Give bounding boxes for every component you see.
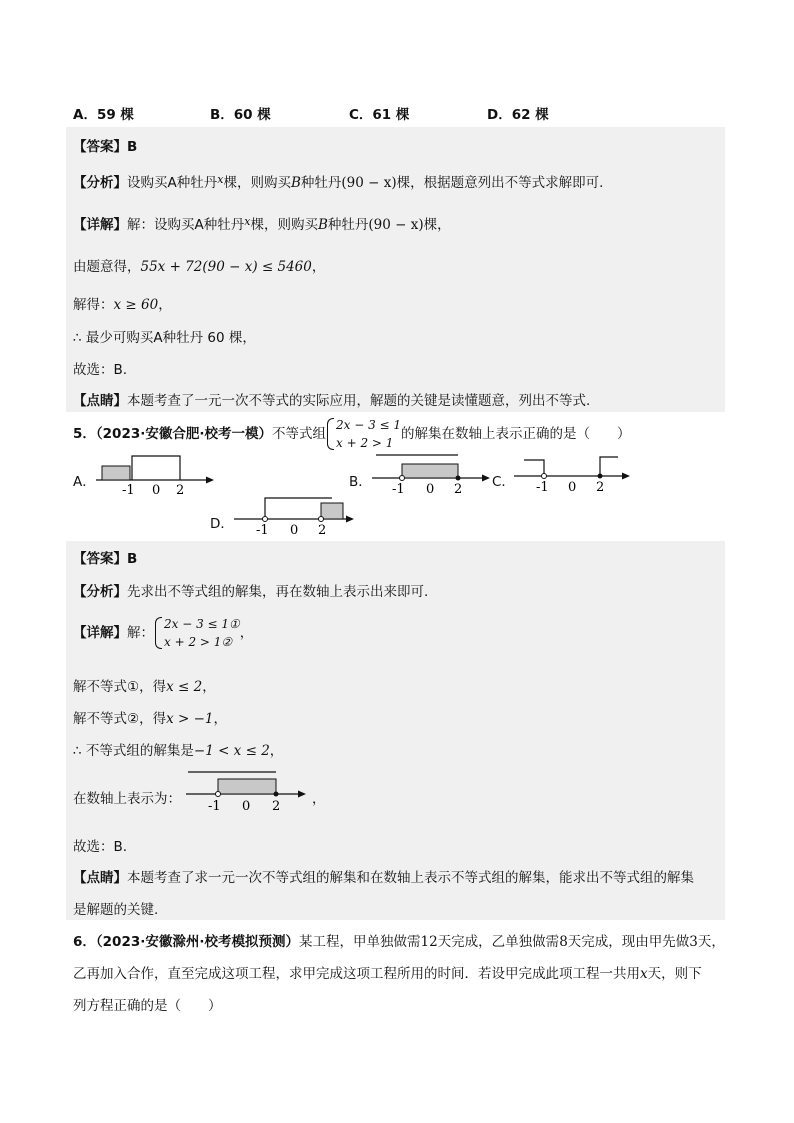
equation: 55x + 72(90 − x) ≤ 5460: [140, 259, 312, 275]
equation: x ≤ 2: [166, 679, 203, 695]
number-line-d: [230, 494, 360, 538]
stem-text: 的解集在数轴上表示正确的是（ ）: [401, 426, 631, 442]
analysis-text: 先求出不等式组的解集，再在数轴上表示出来即可.: [127, 584, 429, 600]
bracket-left: [524, 460, 544, 476]
inequality-system: [326, 416, 401, 452]
question-number: 6．: [73, 934, 96, 950]
expr: (90 − x): [341, 175, 397, 191]
arrow-icon: [298, 791, 306, 798]
q5-analysis: [73, 580, 428, 600]
text: ∴ 不等式组的解集是: [73, 743, 194, 759]
detail-text: 棵，则购买: [250, 217, 318, 233]
tick-label: 0: [568, 480, 577, 495]
q6-line-2: [73, 962, 702, 982]
text: ，: [311, 259, 326, 275]
text: 乙再加入合作，直至完成这项工程，求甲完成这项工程所用的时间．若设甲完成此项工程一共用: [73, 966, 640, 982]
shaded-region: [321, 503, 343, 519]
text: 天，: [697, 934, 725, 950]
shaded-region: [102, 466, 130, 480]
number-line-c: [510, 452, 635, 496]
var-b: B: [290, 175, 301, 191]
text: 天完成，乙单独做需: [437, 934, 560, 950]
q5-solution-set: [73, 739, 283, 759]
q4-analysis: [73, 171, 603, 191]
shaded-region: [218, 779, 276, 794]
q5-numline-end: ，: [312, 791, 326, 807]
open-dot: [263, 517, 268, 522]
shaded-region: [402, 464, 458, 478]
text: ，: [202, 679, 216, 695]
question-number: 5．: [73, 426, 96, 442]
analysis-text: 棵，则购买: [223, 175, 291, 191]
text: ，: [213, 711, 228, 727]
detail-tag: 【详解】: [73, 625, 127, 641]
q4-choose: 故选：B.: [73, 362, 128, 378]
closed-dot: [274, 792, 279, 797]
text: ，: [158, 297, 172, 313]
bracket: [132, 456, 180, 480]
tick-label: 2: [176, 483, 185, 496]
arrow-icon: [346, 516, 354, 523]
analysis-text: 种牡丹: [300, 175, 342, 191]
q4-detail: [73, 213, 451, 233]
bracket-right: [600, 457, 618, 476]
number: 12: [420, 934, 438, 950]
open-dot: [216, 792, 221, 797]
question-source: （2023·安徽合肥·校考一模）: [95, 426, 272, 442]
comment-tag: 【点睛】: [73, 393, 127, 409]
detail-text: 解：: [127, 625, 154, 641]
closed-dot: [598, 474, 603, 479]
tick-label: -1: [122, 483, 135, 496]
text: 天完成，现由甲先做: [567, 934, 690, 950]
q5-option-d-label: D．: [210, 516, 234, 532]
expr: (90 − x): [368, 217, 424, 233]
q5-choose: 故选：B.: [73, 839, 128, 855]
tick-label: -1: [536, 480, 549, 495]
detail-text: 棵，: [423, 217, 451, 233]
tick-label: 0: [242, 799, 251, 814]
tick-label: -1: [208, 799, 221, 814]
inequality-2: x + 2 > 1: [336, 436, 394, 450]
tick-label: 2: [318, 523, 327, 538]
text: 解不等式②，得: [73, 711, 167, 727]
question-source: （2023·安徽滁州·校考模拟预测）: [95, 934, 299, 950]
text: 解得：: [73, 297, 114, 313]
q6-line-1: [73, 930, 725, 950]
inequality-system: [154, 615, 240, 651]
comment-text: 本题考查了一元一次不等式的实际应用，解题的关键是读懂题意，列出不等式.: [127, 393, 591, 409]
equation: x > −1: [166, 711, 214, 727]
var-x: x: [217, 173, 224, 186]
text: ，: [239, 625, 254, 641]
text: 由题意得，: [73, 259, 141, 275]
comment-tag: 【点睛】: [73, 870, 127, 886]
text: 某工程，甲单独做需: [299, 934, 421, 950]
tick-label: -1: [392, 482, 405, 496]
number-line-b: [368, 450, 498, 496]
analysis-tag: 【分析】: [73, 584, 127, 600]
stem-text: 不等式组: [272, 426, 326, 442]
q5-numline-text: 在数轴上表示为：: [73, 791, 181, 807]
arrow-icon: [622, 473, 630, 480]
q5-option-c-label: C．: [492, 474, 515, 490]
q4-equation-line: [73, 255, 325, 275]
q5-comment-cont: 是解题的关键.: [73, 902, 159, 918]
open-dot: [400, 476, 405, 481]
detail-text: 种牡丹: [327, 217, 369, 233]
tick-label: 2: [272, 799, 281, 814]
arrow-icon: [482, 475, 490, 482]
text: 天，则下: [647, 966, 702, 982]
tick-label: 2: [596, 480, 605, 495]
detail-text: 解：设购买A种牡丹: [127, 217, 245, 233]
q5-solve-2: [73, 707, 227, 727]
comment-text: 本题考查了求一元一次不等式组的解集和在数轴上表示不等式组的解集，能求出不等式组的解集: [127, 870, 694, 886]
equation: −1 < x ≤ 2: [193, 743, 270, 759]
q4-conclusion: ∴ 最少可购买A种牡丹 60 棵，: [73, 330, 256, 346]
q4-solve-line: [73, 293, 172, 313]
tick-label: 0: [152, 483, 161, 496]
analysis-text: 设购买A种牡丹: [127, 175, 218, 191]
tick-label: 0: [426, 482, 435, 496]
analysis-text: 棵，根据题意列出不等式求解即可.: [396, 175, 604, 191]
var-x: x: [244, 215, 251, 228]
q5-option-b-label: B．: [349, 474, 372, 490]
q5-comment: [73, 866, 694, 886]
option-a: A．59 棵: [73, 107, 134, 123]
number-line-solution: [184, 767, 314, 815]
detail-tag: 【详解】: [73, 217, 127, 233]
option-b: B．60 棵: [210, 107, 271, 123]
inequality-2: x + 2 > 1②: [164, 635, 233, 649]
q5-stem: [73, 416, 631, 452]
open-dot: [319, 517, 324, 522]
open-dot: [542, 474, 547, 479]
q5-answer: 【答案】B: [73, 551, 138, 567]
q4-answer: 【答案】B: [73, 139, 138, 155]
inequality-1: 2x − 3 ≤ 1①: [164, 617, 240, 631]
number: 8: [559, 934, 568, 950]
q5-option-a-label: A．: [73, 474, 96, 490]
q5-detail: [73, 615, 253, 651]
option-c: C．61 棵: [349, 107, 410, 123]
equation: x ≥ 60: [113, 297, 159, 313]
inequality-1: 2x − 3 ≤ 1: [336, 418, 402, 432]
tick-label: 0: [290, 523, 299, 538]
q4-comment: [73, 389, 590, 409]
number-line-a: [88, 452, 218, 496]
analysis-tag: 【分析】: [73, 175, 127, 191]
option-d: D．62 棵: [487, 107, 549, 123]
arrow-icon: [206, 477, 214, 484]
closed-dot: [456, 476, 461, 481]
var-x: x: [640, 966, 648, 982]
var-b: B: [317, 217, 328, 233]
text: ，: [269, 743, 284, 759]
tick-label: 2: [454, 482, 463, 496]
number: 3: [689, 934, 698, 950]
text: 解不等式①，得: [73, 679, 167, 695]
tick-label: -1: [256, 523, 269, 538]
q6-line-3: 列方程正确的是（ ）: [73, 998, 222, 1014]
q5-solve-1: [73, 675, 216, 695]
